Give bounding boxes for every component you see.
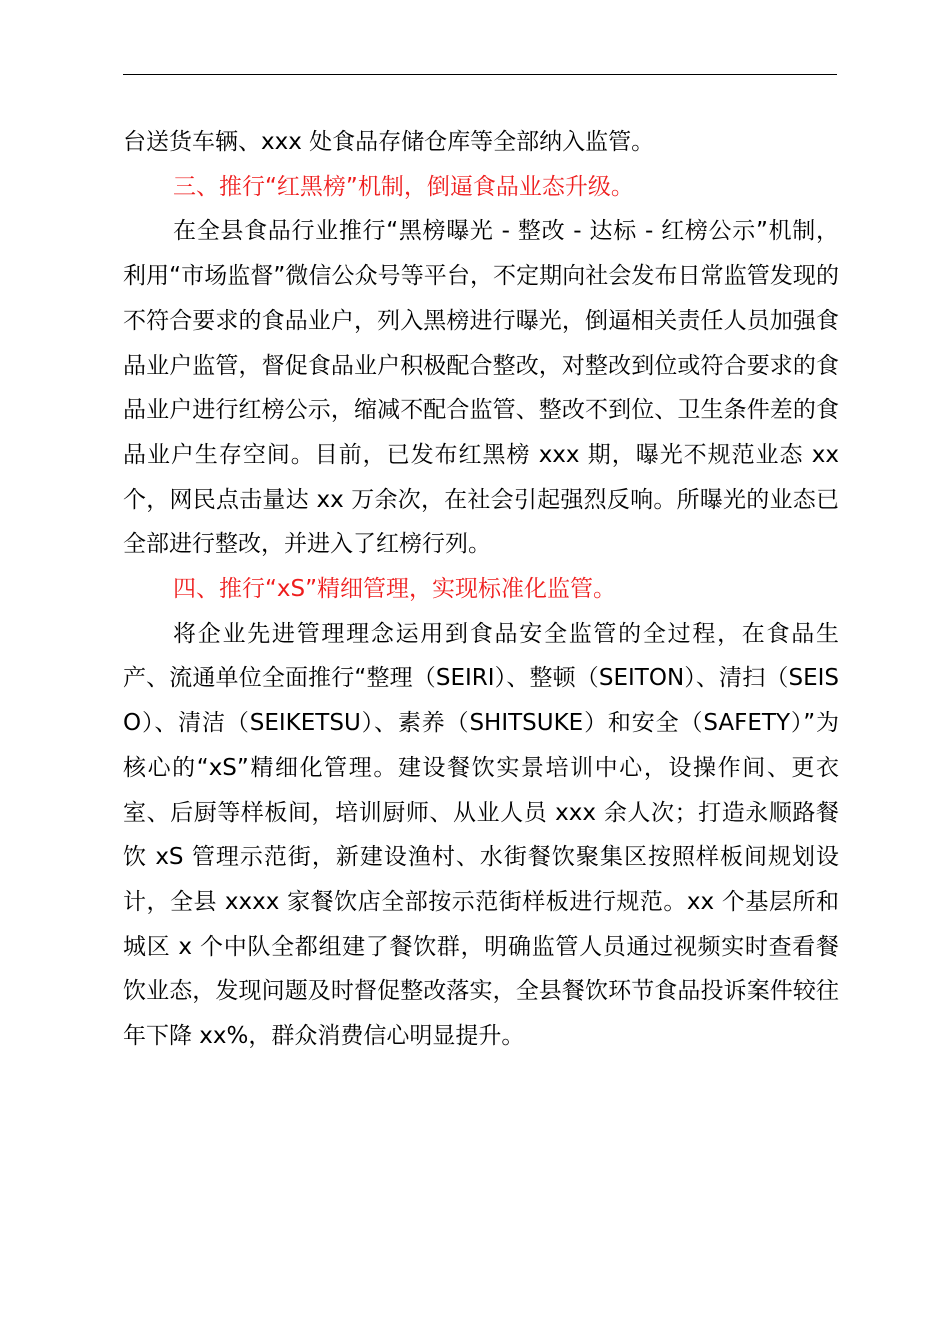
paragraph-red-black-list: 在全县食品行业推行“黑榜曝光 - 整改 - 达标 - 红榜公示”机制，利用“市场监督”微信公众号等平台，不定期向社会发布日常监管发现的不符合要求的食品业户，列入黑榜进行曝光，倒逼相关责任人员加强食品业户监管，督促食品业户积极配合整改，对整改到位或符合要求的食品业户进行红榜公示，缩减不配合监管、整改不到位、卫生条件差的食品业户生存空间。目前，已发布红黑榜 xxx 期，曝光不规范业态 xx 个，网民点击量达 xx 万余次，在社会引起强烈反响。所曝光的业态已全部进行整改，并进入了红榜行列。 [123,218,839,558]
paragraph-xs-management: 将企业先进管理理念运用到食品安全监管的全过程，在食品生产、流通单位全面推行“整理（SEIRI）、整顿（SEITON）、清扫（SEISO）、清洁（SEIKETSU）、素养（SHITSUKE）和安全（SAFETY）”为核心的“xS”精细化管理。建设餐饮实景培训中心，设操作间、更衣室、后厨等样板间，培训厨师、从业人员 xxx 余人次；打造永顺路餐饮 xS 管理示范街，新建设渔村、水街餐饮聚集区按照样板间规划设计，全县 xxxx 家餐饮店全部按示范街样板进行规范。xx 个基层所和城区 x 个中队全都组建了餐饮群，明确监管人员通过视频实时查看餐饮业态，发现问题及时督促整改落实，全县餐饮环节食品投诉案件较往年下降 xx%，群众消费信心明显提升。 [123,620,839,1050]
paragraph-continuation: 台送货车辆、xxx 处食品存储仓库等全部纳入监管。 [123,129,655,155]
section-heading-4: 四、推行“xS”精细管理，实现标准化监管。 [173,576,617,603]
header-rule [123,74,837,75]
section-heading-3: 三、推行“红黑榜”机制，倒逼食品业态升级。 [173,173,634,200]
document-body [123,120,839,1059]
